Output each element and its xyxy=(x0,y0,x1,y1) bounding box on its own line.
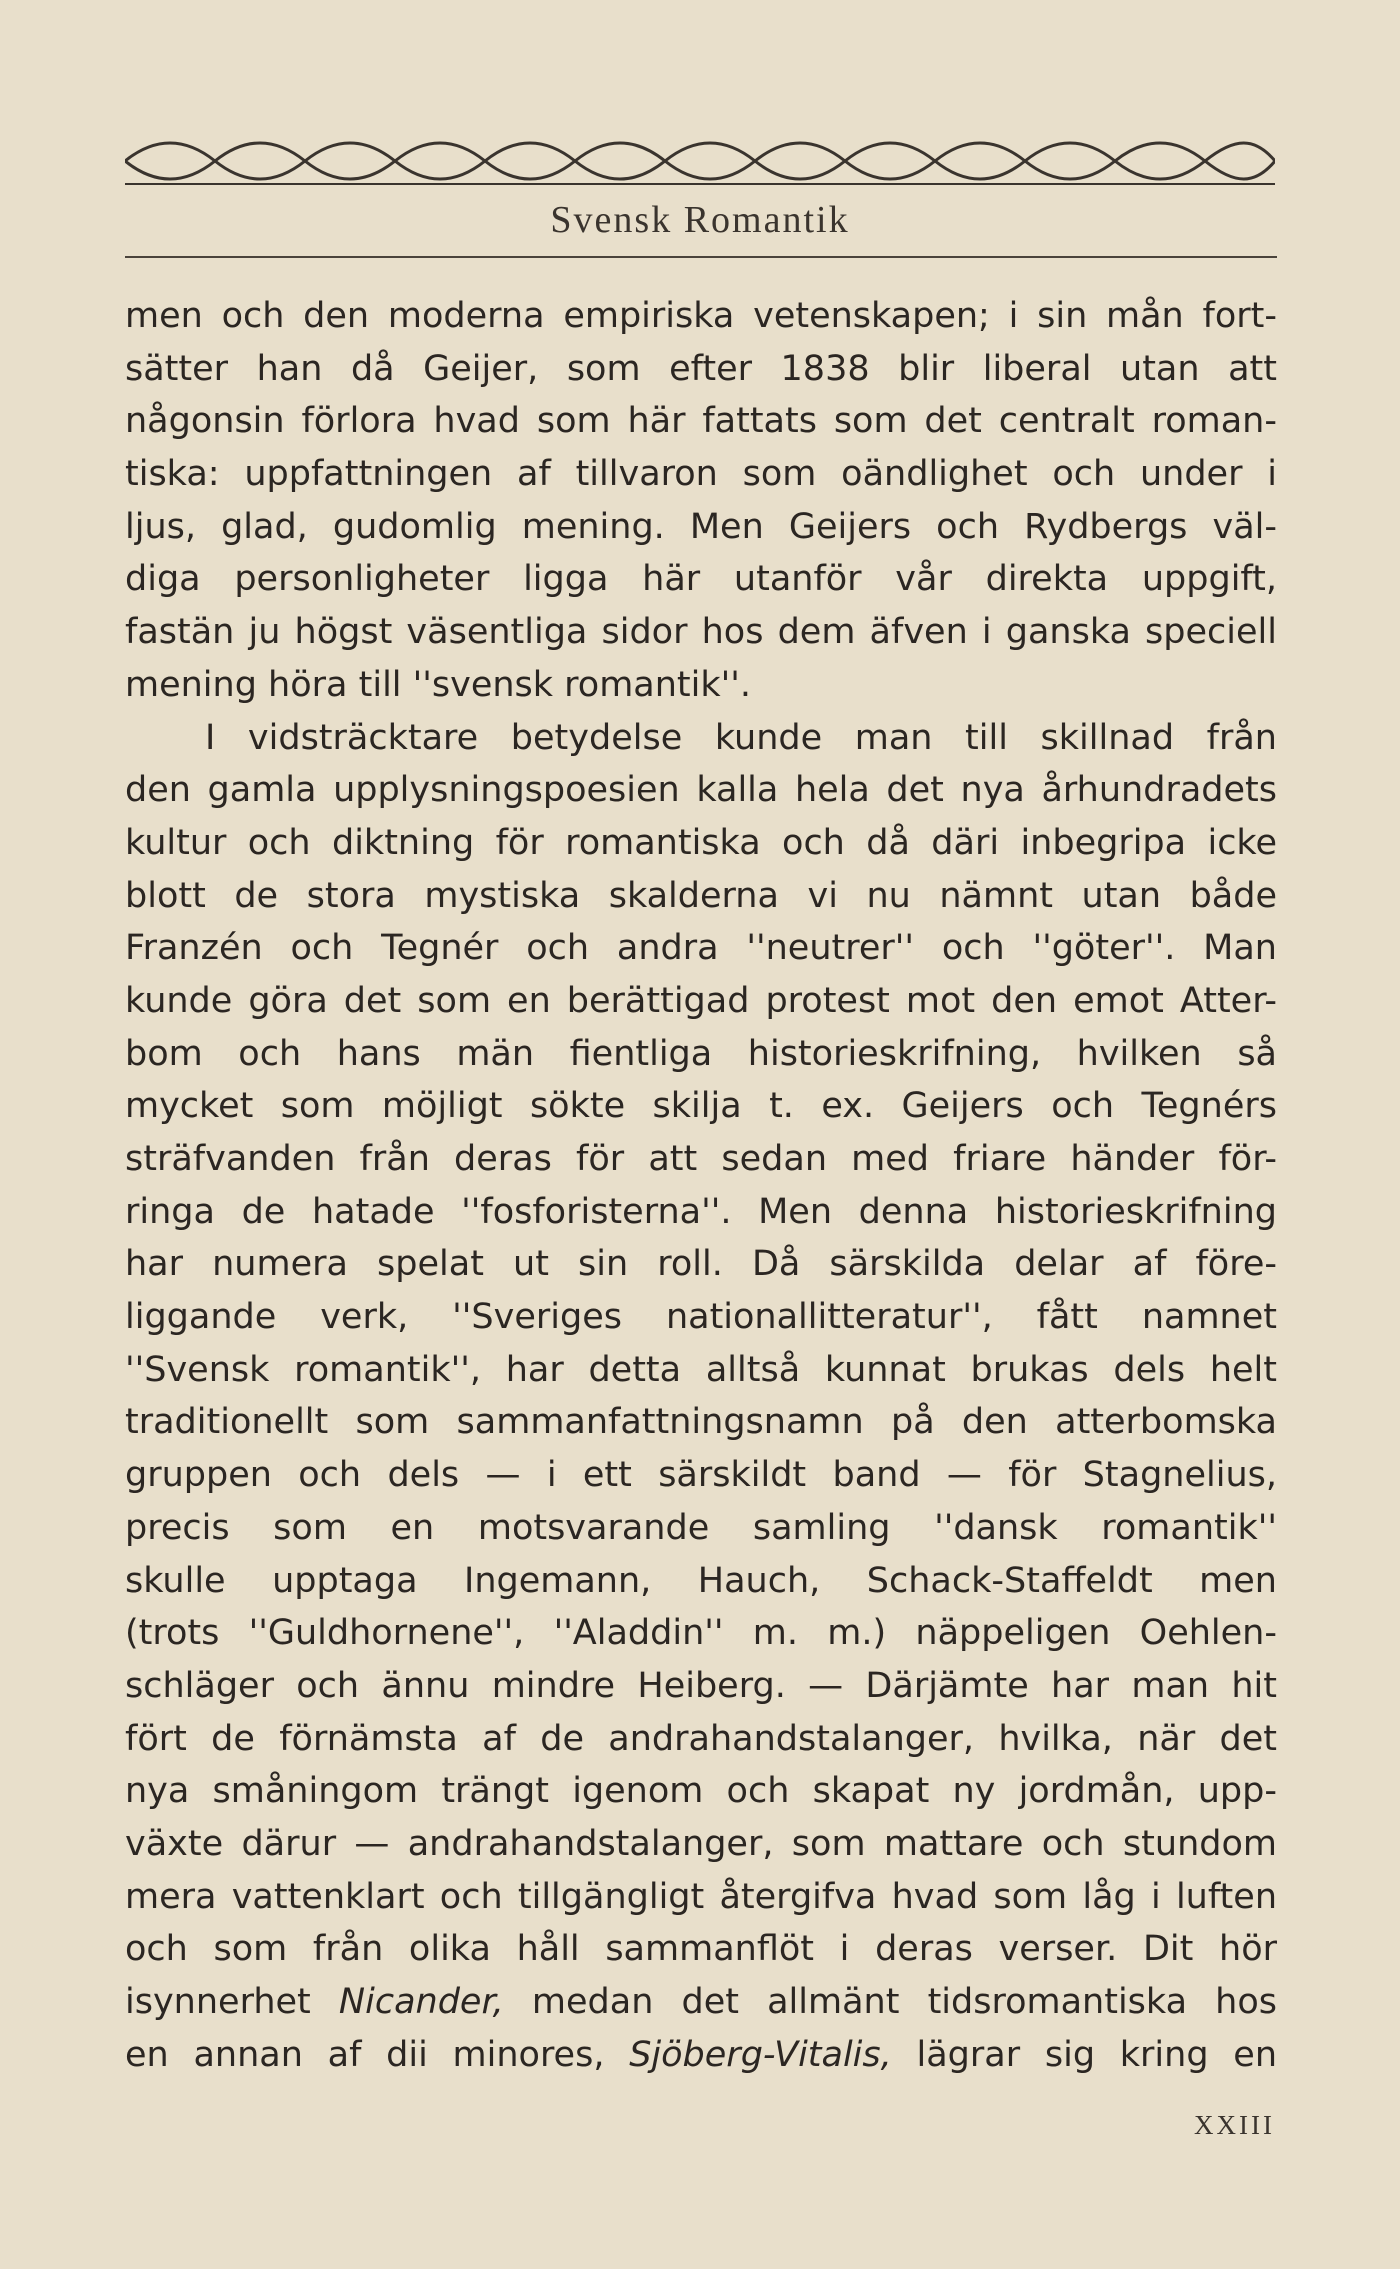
text-span: isynnerhet xyxy=(125,1982,339,2022)
text-line: ringa de hatade ''fosforisterna''. Men denna historieskrifning xyxy=(125,1191,1277,1232)
text-line: sträfvanden från deras för att sedan med friare händer för- xyxy=(125,1139,1277,1179)
page-number: XXIII xyxy=(1194,2110,1275,2140)
text-line: mycket som möjligt sökte skilja t. ex. Geijers och Tegnérs xyxy=(125,1086,1277,1127)
text-line: mening höra till ''svensk romantik''. xyxy=(125,664,752,705)
body-text xyxy=(125,290,1277,2081)
text-line: schläger och ännu mindre Heiberg. — Därjämte har man hit xyxy=(125,1665,1277,1706)
text-line: växte därur — andrahandstalanger, som mattare och stundom xyxy=(125,1823,1277,1864)
text-line: men och den moderna empiriska vetenskapen; i sin mån fort- xyxy=(125,296,1277,336)
text-span: medan det allmänt tidsromantiska hos xyxy=(503,1982,1277,2022)
text-line: någonsin förlora hvad som här fattats som det centralt roman- xyxy=(125,401,1277,442)
text-line: Franzén och Tegnér och andra ''neutrer'' och ''göter''. Man xyxy=(125,928,1277,969)
header-rule xyxy=(125,256,1277,258)
text-line: skulle upptaga Ingemann, Hauch, Schack-Staffeldt men xyxy=(125,1560,1277,1601)
text-line: fastän ju högst väsentliga sidor hos dem äfven i ganska speciell xyxy=(125,612,1277,653)
text-line: nya småningom trängt igenom och skapat ny jordmån, upp- xyxy=(125,1771,1277,1812)
text-span: lägrar sig kring en xyxy=(891,2034,1277,2075)
text-line: I vidsträcktare betydelse kunde man till skillnad från xyxy=(205,717,1277,758)
text-line: diga personligheter ligga här utanför vår direkta uppgift, xyxy=(125,559,1277,600)
text-line: liggande verk, ''Sveriges nationallitteratur'', fått namnet xyxy=(125,1297,1277,1338)
text-line xyxy=(125,2029,1277,2082)
text-line: kunde göra det som en berättigad protest mot den emot Atter- xyxy=(125,980,1277,1021)
text-span: en annan af dii minores, xyxy=(125,2034,630,2075)
text-line: bom och hans män fientliga historieskrifning, hvilken så xyxy=(125,1033,1277,1074)
text-line: den gamla upplysningspoesien kalla hela det nya århundradets xyxy=(125,770,1277,811)
text-line: tiska: uppfattningen af tillvaron som oändlighet och under i xyxy=(125,454,1277,495)
text-line: fört de förnämsta af de andrahandstalanger, hvilka, när det xyxy=(125,1718,1277,1759)
text-line: ''Svensk romantik'', har detta alltså kunnat brukas dels helt xyxy=(125,1349,1277,1390)
text-line: mera vattenklart och tillgängligt återgifva hvad som låg i luften xyxy=(125,1876,1277,1917)
text-line: har numera spelat ut sin roll. Då särskilda delar af före- xyxy=(125,1244,1277,1285)
text-line: och som från olika håll sammanflöt i deras verser. Dit hör xyxy=(125,1929,1277,1970)
text-line: kultur och diktning för romantiska och då däri inbegripa icke xyxy=(125,822,1277,863)
running-head: Svensk Romantik xyxy=(550,199,850,241)
text-line: sätter han då Geijer, som efter 1838 blir liberal utan att xyxy=(125,348,1277,389)
text-line: ljus, glad, gudomlig mening. Men Geijers och Rydbergs väl- xyxy=(125,506,1277,547)
text-line: precis som en motsvarande samling ''dansk romantik'' xyxy=(125,1507,1277,1548)
text-line: gruppen och dels — i ett särskildt band — för Stagnelius, xyxy=(125,1455,1277,1496)
text-line: blott de stora mystiska skalderna vi nu nämnt utan både xyxy=(125,875,1277,916)
author-name: Nicander, xyxy=(338,1982,504,2022)
author-name: Sjöberg-Vitalis, xyxy=(629,2034,892,2075)
text-line: (trots ''Guldhornene'', ''Aladdin'' m. m.) näppeligen Oehlen- xyxy=(125,1613,1277,1654)
decorative-border-ornament xyxy=(125,135,1275,187)
text-line: traditionellt som sammanfattningsnamn på den atterbomska xyxy=(125,1402,1277,1443)
text-line xyxy=(125,1976,1277,2029)
